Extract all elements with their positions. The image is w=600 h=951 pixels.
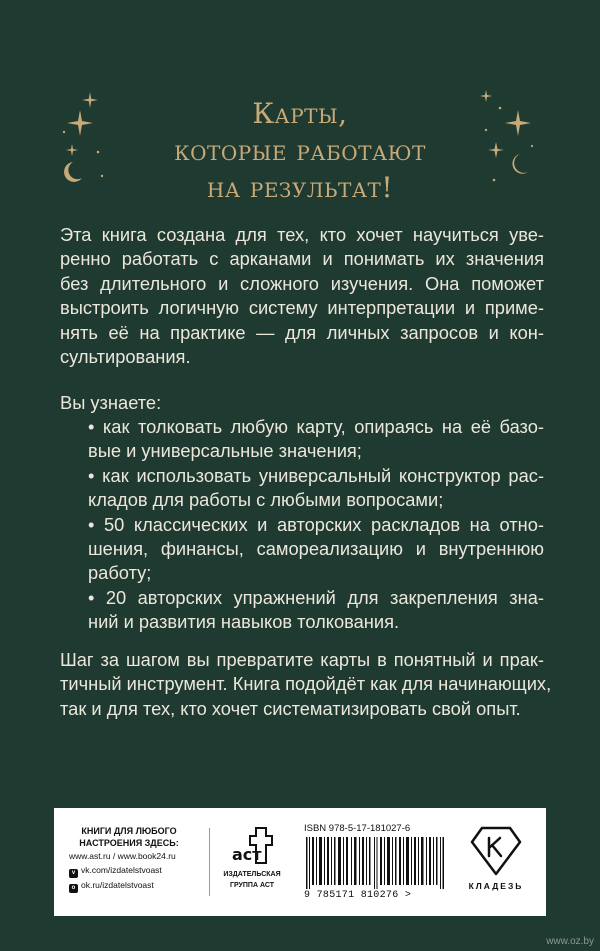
intro-paragraph — [60, 223, 544, 369]
publisher-name: ИЗДАТЕЛЬСКАЯ — [223, 871, 281, 878]
sparkle-icon — [480, 90, 492, 102]
text-line: ренно работать с арканами и понимать их значения — [60, 248, 544, 270]
crescent-moon-icon — [512, 154, 528, 174]
publisher-name: ГРУППА АСТ — [230, 882, 274, 889]
text-line: без длительного и сложного изучения. Она поможет — [60, 272, 544, 294]
right-stars-decoration — [476, 90, 536, 190]
ok-link[interactable] — [69, 878, 209, 893]
footer-links — [69, 825, 209, 893]
learn-list — [88, 415, 544, 635]
list-item: • 50 классических и авторских раскладов на отно- — [88, 513, 544, 535]
cover-title — [130, 95, 470, 206]
list-item: • как использовать универсальный конструктор рас- — [88, 464, 544, 486]
imprint-name: КЛАДЕЗЬ — [468, 881, 524, 891]
watermark: www.oz.by — [546, 936, 594, 947]
isbn-block — [304, 823, 454, 901]
vk-link-text: vk.com/izdatelstvoast — [81, 865, 162, 875]
list-item: работу; — [88, 562, 152, 584]
list-item: вые и универсальные значения; — [88, 440, 362, 462]
list-item: кладов для работы с любыми вопросами; — [88, 489, 444, 511]
sparkle-icon — [82, 92, 98, 108]
barcode-digits: 9 785171 810276 > — [304, 890, 412, 901]
list-item: шения, финансы, самореализацию и внутреннюю — [88, 538, 544, 560]
crescent-moon-icon — [64, 162, 82, 182]
sparkle-icon — [67, 110, 93, 136]
ast-figure-icon — [230, 826, 274, 868]
left-stars-decoration — [58, 92, 108, 192]
text-line: так и для тех, кто хочет систематизировать свой опыт. — [60, 697, 521, 719]
isbn-number: ISBN 978-5-17-181027-6 — [304, 823, 411, 834]
title-line: Карты, — [252, 97, 348, 130]
sparkle-icon — [66, 144, 78, 156]
sparkle-icon — [505, 110, 531, 136]
text-line: нять её на практике — для личных запросов и кон- — [60, 321, 544, 343]
footer-divider — [209, 828, 210, 896]
sparkle-icon — [488, 142, 504, 158]
list-item: • 20 авторских упражнений для закрепления зна- — [88, 586, 544, 608]
title-line: которые работают — [174, 134, 426, 167]
ok-icon: o — [69, 884, 78, 893]
barcode — [304, 837, 452, 889]
sites-link[interactable]: www.ast.ru / www.book24.ru — [69, 851, 176, 861]
diamond-k-logo — [468, 822, 524, 878]
text-line: выстроить логичную систему интерпретации и приме- — [60, 297, 544, 319]
title-line: на результат! — [206, 171, 394, 204]
text-line: тичный инструмент. Книга подойдёт как для начинающих, — [60, 673, 552, 695]
footer-heading: КНИГИ ДЛЯ ЛЮБОГО — [81, 826, 177, 836]
vk-link[interactable] — [69, 863, 209, 878]
learn-heading: Вы узнаете: — [60, 392, 162, 413]
outro-paragraph — [60, 648, 552, 721]
vk-icon: v — [69, 869, 78, 878]
publisher-footer — [54, 808, 546, 916]
text-line: сультирования. — [60, 346, 191, 368]
text-line: Шаг за шагом вы превратите карты в понятный и прак- — [60, 649, 544, 670]
footer-heading: НАСТРОЕНИЯ ЗДЕСЬ: — [79, 838, 179, 848]
ok-link-text: ok.ru/izdatelstvoast — [81, 880, 154, 890]
svg-text:аст: аст — [232, 845, 262, 864]
kladez-logo — [456, 822, 536, 891]
ast-logo — [216, 826, 288, 890]
list-item: ний и развития навыков толкования. — [88, 611, 400, 633]
text-line: Эта книга создана для тех, кто хочет научиться уве- — [60, 224, 544, 245]
list-item: • как толковать любую карту, опираясь на её базо- — [88, 416, 544, 437]
